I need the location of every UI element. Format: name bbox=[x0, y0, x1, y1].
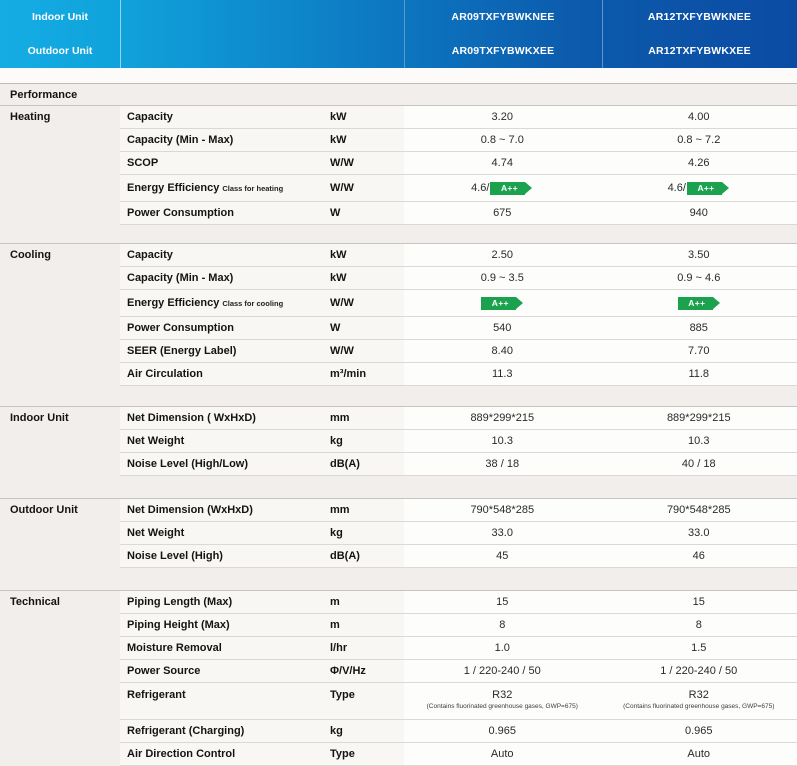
attribute-text: Capacity bbox=[127, 111, 173, 123]
value-line bbox=[685, 725, 713, 737]
value-cell bbox=[601, 317, 797, 339]
outdoor-model-2: AR12TXFYBWKXEE bbox=[602, 45, 797, 57]
value-line bbox=[690, 322, 708, 334]
spec-row bbox=[120, 660, 797, 683]
attribute-label bbox=[120, 152, 330, 174]
spec-row bbox=[120, 340, 797, 363]
value-line bbox=[677, 134, 720, 146]
value-text: 0.9 ~ 4.6 bbox=[677, 272, 720, 284]
attribute-label bbox=[120, 614, 330, 636]
header-column-divider bbox=[120, 0, 121, 68]
value-line bbox=[496, 596, 508, 608]
section-title: Heating bbox=[0, 106, 120, 225]
value-line bbox=[668, 182, 730, 195]
attribute-label bbox=[120, 453, 330, 475]
value-cell bbox=[404, 363, 601, 385]
value-cell bbox=[601, 290, 797, 316]
value-text: 11.3 bbox=[492, 368, 513, 380]
unit-label: l/hr bbox=[330, 637, 404, 659]
attribute-label bbox=[120, 660, 330, 682]
value-text: 45 bbox=[496, 550, 508, 562]
value-cell bbox=[404, 720, 601, 742]
section-title: Indoor Unit bbox=[0, 407, 120, 476]
value-line bbox=[688, 249, 709, 261]
section-rows bbox=[120, 106, 797, 225]
attribute-text: Refrigerant (Charging) bbox=[127, 725, 244, 737]
value-line bbox=[667, 504, 731, 516]
value-cell bbox=[601, 267, 797, 289]
attribute-text: Noise Level (High) bbox=[127, 550, 223, 562]
attribute-label bbox=[120, 683, 330, 719]
value-text: 38 / 18 bbox=[485, 458, 519, 470]
spec-row bbox=[120, 363, 797, 386]
spec-row bbox=[120, 522, 797, 545]
value-cell bbox=[601, 660, 797, 682]
value-cell bbox=[404, 545, 601, 567]
value-cell bbox=[601, 591, 797, 613]
value-text: 1.0 bbox=[495, 642, 510, 654]
unit-label: Type bbox=[330, 743, 404, 765]
value-line bbox=[495, 642, 510, 654]
attribute-text: Power Consumption bbox=[127, 207, 234, 219]
value-cell bbox=[601, 683, 797, 719]
attribute-text: Power Source bbox=[127, 665, 200, 677]
value-text: Auto bbox=[491, 748, 514, 760]
attribute-label bbox=[120, 720, 330, 742]
value-line bbox=[470, 412, 534, 424]
unit-label: Φ/V/Hz bbox=[330, 660, 404, 682]
value-cell bbox=[601, 129, 797, 151]
section-rows bbox=[120, 499, 797, 568]
section-indoor-unit bbox=[0, 406, 797, 476]
section-cooling bbox=[0, 243, 797, 386]
header-column-divider bbox=[404, 0, 405, 68]
value-text: 0.9 ~ 3.5 bbox=[481, 272, 524, 284]
value-line bbox=[481, 134, 524, 146]
value-cell bbox=[404, 106, 601, 128]
value-line bbox=[488, 725, 516, 737]
spec-row bbox=[120, 720, 797, 743]
attribute-text: Capacity (Min - Max) bbox=[127, 272, 233, 284]
value-text: 3.20 bbox=[492, 111, 513, 123]
value-text: 4.26 bbox=[688, 157, 709, 169]
spec-row bbox=[120, 129, 797, 152]
attribute-text: Air Circulation bbox=[127, 368, 203, 380]
unit-label: W/W bbox=[330, 152, 404, 174]
attribute-label bbox=[120, 591, 330, 613]
value-text: 46 bbox=[693, 550, 705, 562]
spec-row bbox=[120, 545, 797, 568]
attribute-label bbox=[120, 499, 330, 521]
unit-label: kW bbox=[330, 129, 404, 151]
spec-row bbox=[120, 499, 797, 522]
attribute-text: Piping Length (Max) bbox=[127, 596, 232, 608]
section-title: Outdoor Unit bbox=[0, 499, 120, 568]
spec-row bbox=[120, 614, 797, 637]
value-cell bbox=[601, 175, 797, 201]
header-column-divider bbox=[602, 0, 603, 68]
unit-label: m bbox=[330, 591, 404, 613]
value-text: 15 bbox=[496, 596, 508, 608]
value-text: 0.8 ~ 7.2 bbox=[677, 134, 720, 146]
value-line bbox=[696, 619, 702, 631]
value-line bbox=[464, 665, 541, 677]
attribute-text: Piping Height (Max) bbox=[127, 619, 230, 631]
attribute-text: Net Dimension ( WxHxD) bbox=[127, 412, 256, 424]
value-text: 3.50 bbox=[688, 249, 709, 261]
value-line bbox=[682, 458, 716, 470]
value-text: 4.6/ bbox=[668, 182, 686, 194]
attribute-label bbox=[120, 202, 330, 224]
value-text: 885 bbox=[690, 322, 708, 334]
indoor-unit-label: Indoor Unit bbox=[0, 11, 120, 23]
value-line bbox=[492, 111, 513, 123]
section-outdoor-unit bbox=[0, 498, 797, 568]
unit-label: kW bbox=[330, 106, 404, 128]
unit-label: kW bbox=[330, 267, 404, 289]
value-line bbox=[688, 527, 709, 539]
value-text: 940 bbox=[690, 207, 708, 219]
attribute-text: Net Dimension (WxHxD) bbox=[127, 504, 253, 516]
value-text: 0.965 bbox=[685, 725, 713, 737]
value-text: 8.40 bbox=[492, 345, 513, 357]
attribute-label bbox=[120, 545, 330, 567]
value-text: 40 / 18 bbox=[682, 458, 716, 470]
attribute-label bbox=[120, 340, 330, 362]
unit-label: W/W bbox=[330, 175, 404, 201]
value-cell bbox=[404, 267, 601, 289]
unit-label: kg bbox=[330, 430, 404, 452]
value-text: 1 / 220-240 / 50 bbox=[660, 665, 737, 677]
value-line bbox=[667, 412, 731, 424]
value-text: 10.3 bbox=[492, 435, 513, 447]
value-line bbox=[493, 322, 511, 334]
unit-label: W bbox=[330, 317, 404, 339]
spec-row bbox=[120, 244, 797, 267]
attribute-label bbox=[120, 175, 330, 201]
unit-label: dB(A) bbox=[330, 545, 404, 567]
attribute-text: SEER (Energy Label) bbox=[127, 345, 236, 357]
attribute-label bbox=[120, 363, 330, 385]
spec-row bbox=[120, 743, 797, 766]
group-title-text: Performance bbox=[10, 89, 77, 101]
value-cell bbox=[404, 317, 601, 339]
value-cell bbox=[404, 152, 601, 174]
attribute-text: Capacity (Min - Max) bbox=[127, 134, 233, 146]
spec-row bbox=[120, 407, 797, 430]
value-cell bbox=[404, 743, 601, 765]
value-text: 4.00 bbox=[688, 111, 709, 123]
value-cell bbox=[601, 202, 797, 224]
value-cell bbox=[404, 175, 601, 201]
section-technical bbox=[0, 590, 797, 766]
value-line bbox=[693, 596, 705, 608]
unit-label: mm bbox=[330, 499, 404, 521]
value-line bbox=[677, 272, 720, 284]
value-text: R32 bbox=[689, 689, 709, 701]
value-cell bbox=[601, 244, 797, 266]
section-title: Technical bbox=[0, 591, 120, 766]
value-line bbox=[688, 368, 709, 380]
unit-label: kW bbox=[330, 244, 404, 266]
value-text: 8 bbox=[499, 619, 505, 631]
value-cell bbox=[601, 340, 797, 362]
value-text: 4.6/ bbox=[471, 182, 489, 194]
value-cell bbox=[404, 340, 601, 362]
spec-row bbox=[120, 317, 797, 340]
value-line bbox=[492, 249, 513, 261]
attribute-text: Energy Efficiency bbox=[127, 297, 219, 309]
value-line bbox=[496, 550, 508, 562]
unit-label: W/W bbox=[330, 290, 404, 316]
unit-label: W/W bbox=[330, 340, 404, 362]
value-text: 33.0 bbox=[492, 527, 513, 539]
value-text: 8 bbox=[696, 619, 702, 631]
attribute-label bbox=[120, 106, 330, 128]
value-line bbox=[690, 207, 708, 219]
value-text: 889*299*215 bbox=[667, 412, 731, 424]
energy-rating-badge: A++ bbox=[490, 182, 525, 195]
outdoor-unit-label: Outdoor Unit bbox=[0, 45, 120, 57]
attribute-text: Moisture Removal bbox=[127, 642, 222, 654]
value-text: 0.965 bbox=[488, 725, 516, 737]
spec-row bbox=[120, 267, 797, 290]
indoor-model-1: AR09TXFYBWKNEE bbox=[404, 11, 602, 23]
value-cell bbox=[601, 430, 797, 452]
unit-label: Type bbox=[330, 683, 404, 719]
value-cell bbox=[601, 106, 797, 128]
value-text: Auto bbox=[687, 748, 710, 760]
spec-row bbox=[120, 430, 797, 453]
value-cell bbox=[601, 720, 797, 742]
value-footnote: (Contains fluorinated greenhouse gases, GWP=675) bbox=[427, 703, 578, 710]
value-text: 7.70 bbox=[688, 345, 709, 357]
value-line bbox=[689, 689, 709, 701]
spec-row bbox=[120, 202, 797, 225]
value-line bbox=[688, 345, 709, 357]
value-cell bbox=[601, 637, 797, 659]
attribute-text: Net Weight bbox=[127, 527, 184, 539]
attribute-label bbox=[120, 522, 330, 544]
group-title-performance bbox=[0, 83, 797, 105]
attribute-subnote: Class for heating bbox=[222, 184, 283, 193]
spec-row bbox=[120, 591, 797, 614]
value-text: 10.3 bbox=[688, 435, 709, 447]
value-text: 2.50 bbox=[492, 249, 513, 261]
spec-row bbox=[120, 683, 797, 720]
attribute-text: Air Direction Control bbox=[127, 748, 235, 760]
value-text: 790*548*285 bbox=[470, 504, 534, 516]
value-cell bbox=[404, 683, 601, 719]
section-heating bbox=[0, 105, 797, 225]
value-cell bbox=[404, 407, 601, 429]
section-title: Cooling bbox=[0, 244, 120, 386]
value-line bbox=[499, 619, 505, 631]
unit-label: W bbox=[330, 202, 404, 224]
value-line bbox=[485, 458, 519, 470]
energy-rating-badge: A++ bbox=[678, 297, 713, 310]
value-text: 0.8 ~ 7.0 bbox=[481, 134, 524, 146]
value-line bbox=[492, 368, 513, 380]
attribute-text: Capacity bbox=[127, 249, 173, 261]
value-cell bbox=[601, 545, 797, 567]
value-cell bbox=[601, 499, 797, 521]
section-rows bbox=[120, 591, 797, 766]
attribute-text: Energy Efficiency bbox=[127, 182, 219, 194]
unit-label: m bbox=[330, 614, 404, 636]
value-text: 4.74 bbox=[492, 157, 513, 169]
spec-row bbox=[120, 637, 797, 660]
value-text: R32 bbox=[492, 689, 512, 701]
value-cell bbox=[601, 614, 797, 636]
attribute-label bbox=[120, 407, 330, 429]
value-line bbox=[660, 665, 737, 677]
value-footnote: (Contains fluorinated greenhouse gases, GWP=675) bbox=[623, 703, 774, 710]
value-line bbox=[492, 689, 512, 701]
outdoor-model-1: AR09TXFYBWKXEE bbox=[404, 45, 602, 57]
value-line bbox=[688, 111, 709, 123]
value-text: 15 bbox=[693, 596, 705, 608]
spec-row bbox=[120, 290, 797, 317]
value-line bbox=[693, 550, 705, 562]
value-cell bbox=[404, 129, 601, 151]
value-line bbox=[688, 435, 709, 447]
value-text: 1.5 bbox=[691, 642, 706, 654]
attribute-text: Net Weight bbox=[127, 435, 184, 447]
energy-rating-badge: A++ bbox=[687, 182, 722, 195]
header-gap bbox=[0, 68, 797, 83]
unit-label: dB(A) bbox=[330, 453, 404, 475]
value-cell bbox=[404, 614, 601, 636]
value-cell bbox=[404, 430, 601, 452]
energy-rating-badge: A++ bbox=[481, 297, 516, 310]
value-line bbox=[688, 157, 709, 169]
attribute-label bbox=[120, 129, 330, 151]
value-cell bbox=[404, 499, 601, 521]
value-cell bbox=[601, 453, 797, 475]
value-text: 11.8 bbox=[688, 368, 709, 380]
spec-row bbox=[120, 175, 797, 202]
value-line bbox=[492, 345, 513, 357]
value-line bbox=[480, 297, 524, 310]
value-line bbox=[492, 435, 513, 447]
value-text: 540 bbox=[493, 322, 511, 334]
attribute-label bbox=[120, 317, 330, 339]
attribute-text: SCOP bbox=[127, 157, 158, 169]
value-line bbox=[471, 182, 533, 195]
attribute-subnote: Class for cooling bbox=[222, 299, 283, 308]
unit-label: m³/min bbox=[330, 363, 404, 385]
spec-row bbox=[120, 152, 797, 175]
value-cell bbox=[404, 290, 601, 316]
value-line bbox=[691, 642, 706, 654]
value-text: 889*299*215 bbox=[470, 412, 534, 424]
value-cell bbox=[404, 244, 601, 266]
unit-label: mm bbox=[330, 407, 404, 429]
value-text: 33.0 bbox=[688, 527, 709, 539]
value-cell bbox=[404, 202, 601, 224]
spec-sections bbox=[0, 105, 797, 766]
value-cell bbox=[404, 637, 601, 659]
attribute-label bbox=[120, 743, 330, 765]
value-cell bbox=[601, 152, 797, 174]
attribute-text: Noise Level (High/Low) bbox=[127, 458, 248, 470]
value-cell bbox=[601, 407, 797, 429]
value-text: 1 / 220-240 / 50 bbox=[464, 665, 541, 677]
value-text: 790*548*285 bbox=[667, 504, 731, 516]
value-cell bbox=[601, 522, 797, 544]
value-line bbox=[481, 272, 524, 284]
value-cell bbox=[404, 522, 601, 544]
indoor-model-2: AR12TXFYBWKNEE bbox=[602, 11, 797, 23]
value-line bbox=[677, 297, 721, 310]
value-line bbox=[493, 207, 511, 219]
attribute-label bbox=[120, 267, 330, 289]
attribute-label bbox=[120, 290, 330, 316]
unit-label: kg bbox=[330, 522, 404, 544]
value-cell bbox=[404, 660, 601, 682]
value-line bbox=[492, 527, 513, 539]
value-line bbox=[470, 504, 534, 516]
spec-row bbox=[120, 106, 797, 129]
section-rows bbox=[120, 244, 797, 386]
unit-label: kg bbox=[330, 720, 404, 742]
value-cell bbox=[601, 743, 797, 765]
model-header bbox=[0, 0, 797, 68]
section-rows bbox=[120, 407, 797, 476]
value-line bbox=[492, 157, 513, 169]
attribute-label bbox=[120, 637, 330, 659]
attribute-text: Power Consumption bbox=[127, 322, 234, 334]
spec-row bbox=[120, 453, 797, 476]
value-cell bbox=[404, 591, 601, 613]
attribute-text: Refrigerant bbox=[127, 689, 186, 701]
value-text: 675 bbox=[493, 207, 511, 219]
attribute-label bbox=[120, 244, 330, 266]
attribute-label bbox=[120, 430, 330, 452]
value-cell bbox=[404, 453, 601, 475]
value-cell bbox=[601, 363, 797, 385]
